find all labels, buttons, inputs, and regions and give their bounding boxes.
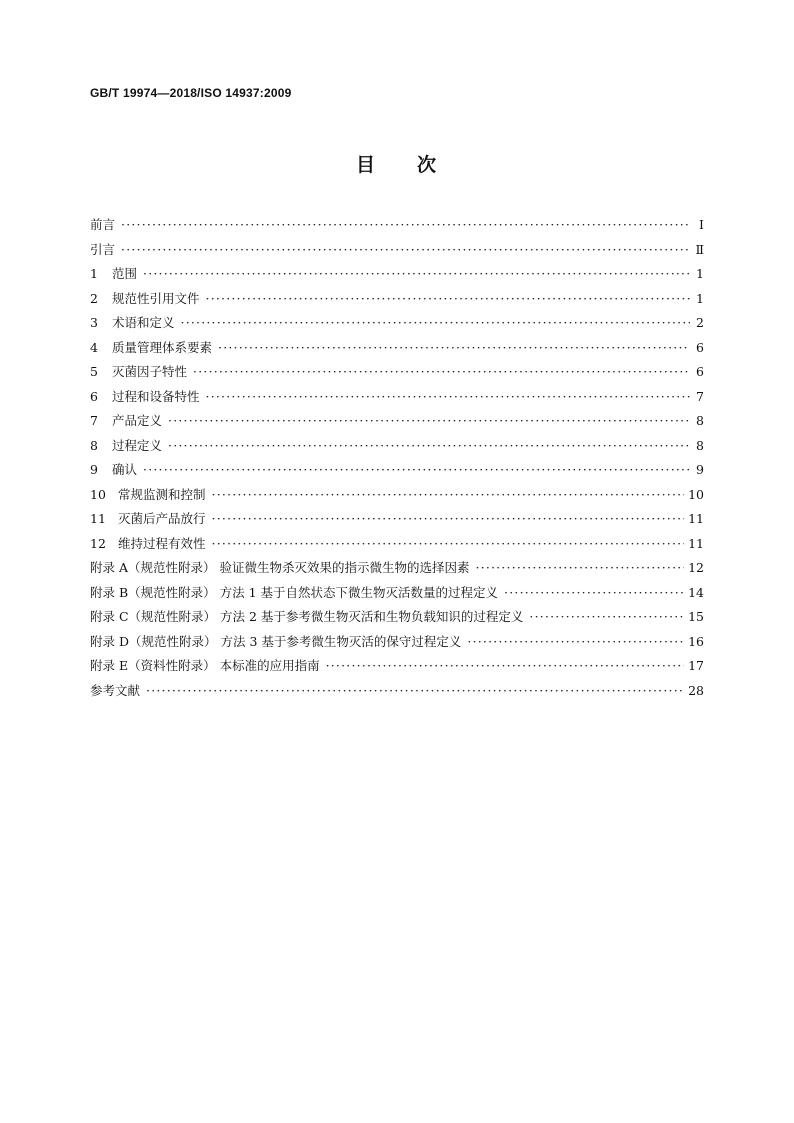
toc-entry-text: 质量管理体系要素: [112, 339, 213, 355]
toc-entry-number: 6: [90, 388, 98, 404]
toc-entry-text: 附录 B（规范性附录） 方法 1 基于自然状态下微生物灭活数量的过程定义: [90, 584, 499, 600]
toc-entry-text: 附录 D（规范性附录） 方法 3 基于参考微生物灭活的保守过程定义: [90, 633, 462, 649]
toc-leader: [467, 634, 684, 649]
toc-leader: [212, 487, 685, 502]
toc-entry-number: 11: [90, 511, 106, 526]
toc-entry-10[interactable]: [90, 485, 704, 510]
toc-page-number: 7: [696, 388, 704, 404]
toc-entry-annex-b[interactable]: [90, 583, 704, 608]
standard-code-header: GB/T 19974—2018/ISO 14937:2009: [90, 86, 292, 100]
toc-entry-6[interactable]: [90, 387, 704, 412]
toc-entry-text: 术语和定义: [112, 315, 175, 330]
toc-page-number: 14: [688, 584, 704, 600]
toc-title-left: 目: [355, 154, 377, 176]
toc-entry-text: 附录 E（资料性附录） 本标准的应用指南: [90, 658, 320, 673]
toc-entry-number: 9: [90, 462, 98, 477]
toc-entry-number: 5: [90, 364, 98, 379]
toc-page-number: 11: [688, 535, 704, 551]
toc-leader: [121, 217, 690, 232]
toc-leader: [212, 536, 685, 551]
toc-leader: [212, 511, 685, 526]
toc-entry-number: 8: [90, 437, 98, 453]
toc-leader: [168, 438, 690, 453]
toc-page-number: 11: [688, 511, 704, 526]
toc-page-number: 8: [696, 437, 704, 453]
toc-entry-text: 过程定义: [112, 437, 163, 453]
toc-leader: [475, 560, 684, 575]
toc-leader: [206, 291, 690, 306]
toc-leader: [326, 658, 685, 673]
toc-list: [90, 215, 704, 705]
toc-leader: [206, 389, 690, 404]
toc-page-number: 10: [688, 486, 704, 502]
toc-entry-text: 维持过程有效性: [118, 535, 206, 551]
toc-entry-text: 灭菌因子特性: [112, 364, 188, 379]
toc-entry-annex-e[interactable]: [90, 656, 704, 681]
toc-page-number: 28: [688, 682, 704, 698]
toc-entry-annex-a[interactable]: [90, 558, 704, 583]
toc-entry-text: 附录 C（规范性附录） 方法 2 基于参考微生物灭活和生物负载知识的过程定义: [90, 609, 524, 624]
toc-entry-annex-d[interactable]: [90, 632, 704, 657]
toc-entry-1[interactable]: [90, 264, 704, 289]
toc-entry-bibliography[interactable]: [90, 681, 704, 706]
toc-entry-text: 前言: [90, 217, 116, 232]
toc-entry-4[interactable]: [90, 338, 704, 363]
toc-entry-number: 3: [90, 315, 98, 330]
toc-entry-7[interactable]: [90, 411, 704, 436]
toc-page-number: 2: [696, 315, 704, 330]
toc-leader: [193, 364, 690, 379]
toc-entry-text: 范围: [112, 266, 138, 281]
toc-page-number: 17: [688, 658, 704, 673]
toc-page-number: 1: [696, 290, 704, 306]
toc-leader: [143, 462, 690, 477]
toc-leader: [504, 585, 684, 600]
toc-leader: [181, 315, 690, 330]
toc-leader: [121, 242, 690, 257]
toc-page-number: 9: [696, 462, 704, 477]
toc-entry-12[interactable]: [90, 534, 704, 559]
toc-entry-number: 2: [90, 290, 98, 306]
toc-entry-number: 7: [90, 413, 98, 428]
toc-entry-2[interactable]: [90, 289, 704, 314]
toc-entry-number: 4: [90, 339, 98, 355]
toc-page-number: Ⅱ: [695, 241, 704, 257]
toc-page-number: 15: [688, 609, 704, 624]
toc-entry-11[interactable]: [90, 509, 704, 534]
toc-entry-text: 确认: [112, 462, 138, 477]
toc-title-right: 次: [417, 154, 439, 176]
toc-leader: [529, 609, 684, 624]
toc-leader: [143, 266, 690, 281]
toc-entry-text: 过程和设备特性: [112, 388, 200, 404]
toc-page-number: Ⅰ: [699, 217, 704, 232]
toc-page-number: 12: [688, 560, 704, 575]
toc-leader: [168, 413, 690, 428]
toc-entry-3[interactable]: [90, 313, 704, 338]
toc-entry-text: 引言: [90, 241, 116, 257]
toc-entry-number: 1: [90, 266, 98, 281]
toc-entry-foreword[interactable]: [90, 215, 704, 240]
toc-entry-text: 参考文献: [90, 682, 141, 698]
toc-entry-text: 规范性引用文件: [112, 290, 200, 306]
toc-page-number: 8: [696, 413, 704, 428]
toc-page-number: 6: [696, 364, 704, 379]
toc-entry-number: 12: [90, 535, 106, 551]
toc-entry-text: 灭菌后产品放行: [118, 511, 206, 526]
toc-entry-9[interactable]: [90, 460, 704, 485]
toc-entry-text: 附录 A（规范性附录） 验证微生物杀灭效果的指示微生物的选择因素: [90, 560, 470, 575]
toc-entry-8[interactable]: [90, 436, 704, 461]
toc-leader: [218, 340, 690, 355]
toc-entry-text: 产品定义: [112, 413, 163, 428]
toc-entry-number: 10: [90, 486, 106, 502]
toc-entry-5[interactable]: [90, 362, 704, 387]
toc-page-number: 16: [688, 633, 704, 649]
toc-page-number: 1: [696, 266, 704, 281]
toc-page-number: 6: [696, 339, 704, 355]
toc-entry-introduction[interactable]: [90, 240, 704, 265]
toc-leader: [146, 683, 684, 698]
toc-title: [0, 150, 794, 177]
toc-entry-annex-c[interactable]: [90, 607, 704, 632]
toc-entry-text: 常规监测和控制: [118, 486, 206, 502]
